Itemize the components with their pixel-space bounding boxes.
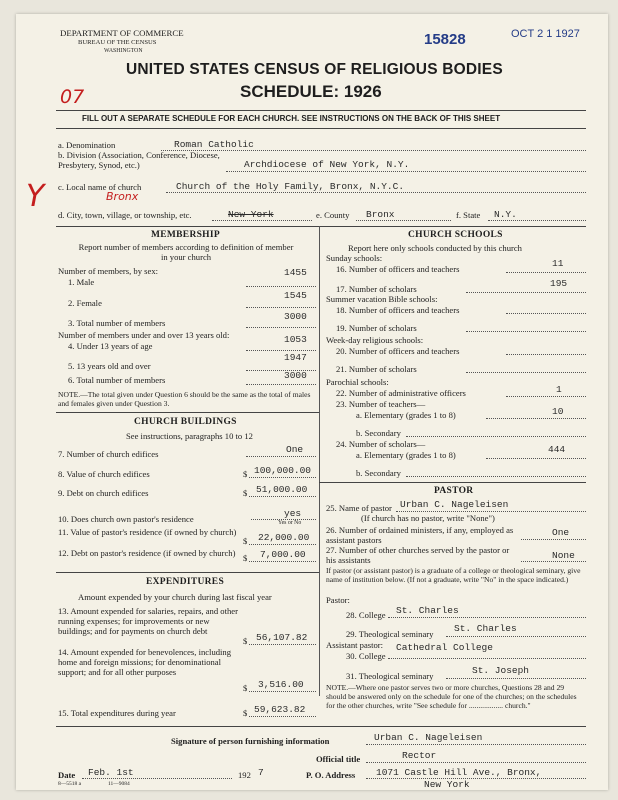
fill-line — [506, 396, 586, 397]
sex-heading: Number of members, by sex: — [58, 266, 158, 276]
divider — [56, 110, 586, 111]
address-value-line2: New York — [424, 779, 470, 790]
elem-scholars-label: a. Elementary (grades 1 to 8) — [356, 450, 456, 460]
dollar-sign: $ — [243, 469, 248, 479]
sec-teachers-label: b. Secondary — [356, 428, 401, 438]
residence-debt-label: 12. Debt on pastor's residence (if owned by church) — [58, 548, 236, 558]
pastor-college-value: St. Charles — [396, 605, 459, 616]
form-title: UNITED STATES CENSUS OF RELIGIOUS BODIES — [126, 61, 503, 78]
pastor-name-hint: (If church has no pastor, write "None") — [361, 513, 495, 523]
assistant-sub-label: Assistant pastor: — [326, 640, 384, 650]
red-margin-mark: Y — [26, 179, 45, 214]
benevolences-label: 14. Amount expended for benevolences, including home and foreign missions; for denominational support; and for all other purposes — [58, 647, 232, 677]
received-date-stamp: OCT 2 1 1927 — [511, 28, 580, 40]
denomination-value: Roman Catholic — [174, 139, 254, 150]
buildings-heading: CHURCH BUILDINGS — [134, 417, 237, 427]
edifices-label: 7. Number of church edifices — [58, 449, 159, 459]
fill-line — [249, 691, 316, 692]
fill-line — [396, 511, 586, 512]
total-members-label: 3. Total number of members — [68, 318, 166, 328]
fill-line — [246, 350, 316, 351]
assistant-college-label: 30. College — [346, 651, 386, 661]
running-expenses-label: 13. Amount expended for salaries, repairs, and other running expenses; for improvements or new buildings; and for payments on church debt — [58, 606, 238, 636]
over13-value: 1947 — [284, 352, 307, 363]
dollar-sign: $ — [243, 553, 248, 563]
residence-value: 22,000.00 — [258, 532, 310, 543]
under13-label: 4. Under 13 years of age — [68, 341, 153, 351]
assistant-seminary-value: St. Joseph — [472, 665, 530, 676]
fill-line — [356, 220, 451, 221]
fill-line — [246, 327, 316, 328]
official-title-label: Official title — [316, 754, 361, 764]
pastor-college-label: 28. College — [346, 610, 386, 620]
vacation-teachers-label: 18. Number of officers and teachers — [336, 305, 460, 315]
dollar-sign: $ — [243, 636, 248, 646]
running-expenses-value: 56,107.82 — [256, 632, 308, 643]
expenditures-sub: Amount expended by your church during last fiscal year — [78, 592, 272, 602]
division-label: b. Division (Association, Conference, Diocese, Presbytery, Synod, etc.) — [58, 150, 220, 170]
pastor-sub-label: Pastor: — [326, 595, 350, 605]
fill-line — [212, 220, 312, 221]
other-churches-label: 27. Number of other churches served by the pastor or his assistants — [326, 545, 510, 565]
fill-line — [506, 272, 586, 273]
female-value: 1545 — [284, 290, 307, 301]
dollar-sign: $ — [243, 683, 248, 693]
stamp-number: 15828 — [424, 31, 466, 48]
buildings-sub: See instructions, paragraphs 10 to 12 — [126, 431, 253, 441]
male-label: 1. Male — [68, 277, 95, 287]
teachers-heading: 23. Number of teachers— — [336, 399, 426, 409]
expenditures-heading: EXPENDITURES — [146, 577, 225, 587]
edifice-debt-label: 9. Debt on church edifices — [58, 488, 149, 498]
denomination-label: a. Denomination — [58, 140, 116, 150]
church-name-label: c. Local name of church — [58, 182, 142, 192]
city-label: d. City, town, village, or township, etc. — [58, 210, 192, 220]
total-members-value: 3000 — [284, 311, 307, 322]
dollar-sign: $ — [243, 708, 248, 718]
under13-value: 1053 — [284, 334, 307, 345]
weekday-teachers-label: 20. Number of officers and teachers — [336, 346, 460, 356]
fill-line — [161, 150, 586, 151]
bureau-city: WASHINGTON — [104, 48, 143, 54]
total-members-age-label: 6. Total number of members — [68, 375, 166, 385]
state-label: f. State — [456, 210, 481, 220]
vacation-heading: Summer vacation Bible schools: — [326, 294, 438, 304]
city-value: New York — [228, 209, 274, 220]
pastor-name-value: Urban C. Nageleisen — [400, 499, 509, 510]
assistant-count-label: 26. Number of ordained ministers, if any, employed as assistant pastors — [326, 525, 514, 545]
fill-line — [166, 192, 586, 193]
edifice-debt-value: 51,000.00 — [256, 484, 308, 495]
fill-line — [406, 436, 586, 437]
fill-line — [366, 744, 586, 745]
edifices-value: One — [286, 444, 304, 455]
signature-value: Urban C. Nageleisen — [374, 732, 483, 743]
date-value: Feb. 1st — [88, 767, 134, 778]
year-value: 7 — [258, 767, 264, 778]
fill-line — [446, 636, 586, 637]
fill-line — [366, 778, 586, 779]
print-number: 11—9084 — [108, 781, 130, 787]
fill-line — [249, 561, 316, 562]
fill-line — [486, 458, 586, 459]
fill-line — [486, 418, 586, 419]
residence-value-label: 11. Value of pastor's residence (if owned by church) — [58, 527, 237, 537]
parochial-heading: Parochial schools: — [326, 377, 389, 387]
owns-residence-value: yes — [284, 508, 302, 519]
fill-line — [246, 456, 316, 457]
assistant-college-value: Cathedral College — [396, 642, 493, 653]
sunday-heading: Sunday schools: — [326, 253, 383, 263]
date-label: Date — [58, 770, 76, 780]
pastor-note: NOTE.—Where one pastor serves two or more churches, Questions 28 and 29 should be answered only on the schedule for one of the churches; on the schedules for the other churches, write "See schedule for .................. church." — [326, 683, 577, 710]
elem-teachers-value: 10 — [552, 406, 564, 417]
dollar-sign: $ — [243, 488, 248, 498]
edifice-value: 100,000.00 — [254, 465, 312, 476]
address-label: P. O. Address — [306, 770, 356, 780]
pastor-seminary-value: St. Charles — [454, 623, 517, 634]
fill-line — [249, 544, 316, 545]
column-divider — [319, 226, 320, 696]
admin-officers-value: 1 — [556, 384, 562, 395]
fill-line — [246, 307, 316, 308]
fill-line — [466, 372, 586, 373]
fill-line — [446, 678, 586, 679]
fill-line — [466, 331, 586, 332]
divider — [56, 726, 586, 727]
fill-line — [249, 716, 316, 717]
pastor-heading: PASTOR — [434, 486, 474, 496]
age-heading: Number of members under and over 13 years old: — [58, 330, 230, 340]
elem-teachers-label: a. Elementary (grades 1 to 8) — [356, 410, 456, 420]
edifice-value-label: 8. Value of church edifices — [58, 469, 150, 479]
pastor-seminary-label: 29. Theological seminary — [346, 629, 434, 639]
form-number: 8—5518 a — [58, 781, 82, 787]
division-value: Archdiocese of New York, N.Y. — [244, 159, 410, 170]
assistant-seminary-label: 31. Theological seminary — [346, 671, 434, 681]
department-name: DEPARTMENT OF COMMERCE — [60, 28, 184, 38]
signature-label: Signature of person furnishing information — [171, 736, 330, 746]
divider — [319, 482, 586, 483]
dollar-sign: $ — [243, 536, 248, 546]
graduate-note: If pastor (or assistant pastor) is a graduate of a college or theological seminary, give name of institution below. (If not a graduate, write "No" in the space indicated.) — [326, 566, 581, 584]
scholars-heading: 24. Number of scholars— — [336, 439, 426, 449]
fill-line — [466, 292, 586, 293]
fill-line — [506, 313, 586, 314]
fill-line — [246, 286, 316, 287]
bureau-name: BUREAU OF THE CENSUS — [78, 39, 157, 46]
fill-line — [388, 617, 586, 618]
schools-intro: Report here only schools conducted by this church — [348, 243, 522, 253]
address-value: 1071 Castle Hill Ave., Bronx, — [376, 767, 542, 778]
fill-line — [488, 220, 586, 221]
membership-intro: Report number of members according to definition of member in your church — [78, 242, 294, 262]
official-title-value: Rector — [402, 750, 437, 761]
fill-line — [249, 496, 316, 497]
sunday-scholars-label: 17. Number of scholars — [336, 284, 417, 294]
pastor-name-label: 25. Name of pastor — [326, 503, 392, 513]
fill-line — [406, 476, 586, 477]
fill-line — [249, 644, 316, 645]
census-schedule-form — [16, 14, 608, 790]
weekday-heading: Week-day religious schools: — [326, 335, 424, 345]
owns-residence-label: 10. Does church own pastor's residence — [58, 514, 194, 524]
benevolences-value: 3,516.00 — [258, 679, 304, 690]
over13-label: 5. 13 years old and over — [68, 361, 151, 371]
divider — [56, 226, 586, 227]
year-prefix: 192 — [238, 770, 251, 780]
fill-line — [251, 519, 316, 520]
female-label: 2. Female — [68, 298, 102, 308]
sec-scholars-label: b. Secondary — [356, 468, 401, 478]
church-name-value: Church of the Holy Family, Bronx, N.Y.C. — [176, 181, 405, 192]
total-members-age-value: 3000 — [284, 370, 307, 381]
total-expenditures-label: 15. Total expenditures during year — [58, 708, 176, 718]
fill-line — [521, 539, 586, 540]
sunday-scholars-value: 195 — [550, 278, 568, 289]
fill-line — [366, 762, 586, 763]
admin-officers-label: 22. Number of administrative officers — [336, 388, 466, 398]
residence-debt-value: 7,000.00 — [260, 549, 306, 560]
yes-no-hint: Yes or No — [278, 520, 302, 526]
assistant-count-value: One — [552, 527, 570, 538]
divider — [56, 412, 319, 413]
red-handwritten-mark: 07 — [60, 86, 85, 108]
fill-line — [246, 384, 316, 385]
fill-line — [388, 658, 586, 659]
state-value: N.Y. — [494, 209, 517, 220]
fill-line — [521, 561, 586, 562]
membership-heading: MEMBERSHIP — [151, 230, 220, 240]
weekday-scholars-label: 21. Number of scholars — [336, 364, 417, 374]
fill-line — [226, 171, 586, 172]
other-churches-value: None — [552, 550, 575, 561]
sunday-teachers-label: 16. Number of officers and teachers — [336, 264, 460, 274]
membership-note: NOTE.—The total given under Question 6 should be the same as the total of males and females given under Question 3. — [58, 390, 311, 408]
divider — [56, 128, 586, 129]
fill-line — [249, 477, 316, 478]
city-correction: Bronx — [106, 190, 139, 203]
total-expenditures-value: 59,623.82 — [254, 704, 306, 715]
county-value: Bronx — [366, 209, 395, 220]
fill-line — [82, 778, 232, 779]
instruction-line: FILL OUT A SEPARATE SCHEDULE FOR EACH CHURCH. SEE INSTRUCTIONS ON THE BACK OF THIS SHEET — [82, 114, 501, 123]
fill-line — [506, 354, 586, 355]
sunday-teachers-value: 11 — [552, 258, 564, 269]
form-subtitle: SCHEDULE: 1926 — [240, 82, 382, 101]
elem-scholars-value: 444 — [548, 444, 566, 455]
schools-heading: CHURCH SCHOOLS — [408, 230, 503, 240]
male-value: 1455 — [284, 267, 307, 278]
county-label: e. County — [316, 210, 350, 220]
vacation-scholars-label: 19. Number of scholars — [336, 323, 417, 333]
divider — [56, 572, 319, 573]
